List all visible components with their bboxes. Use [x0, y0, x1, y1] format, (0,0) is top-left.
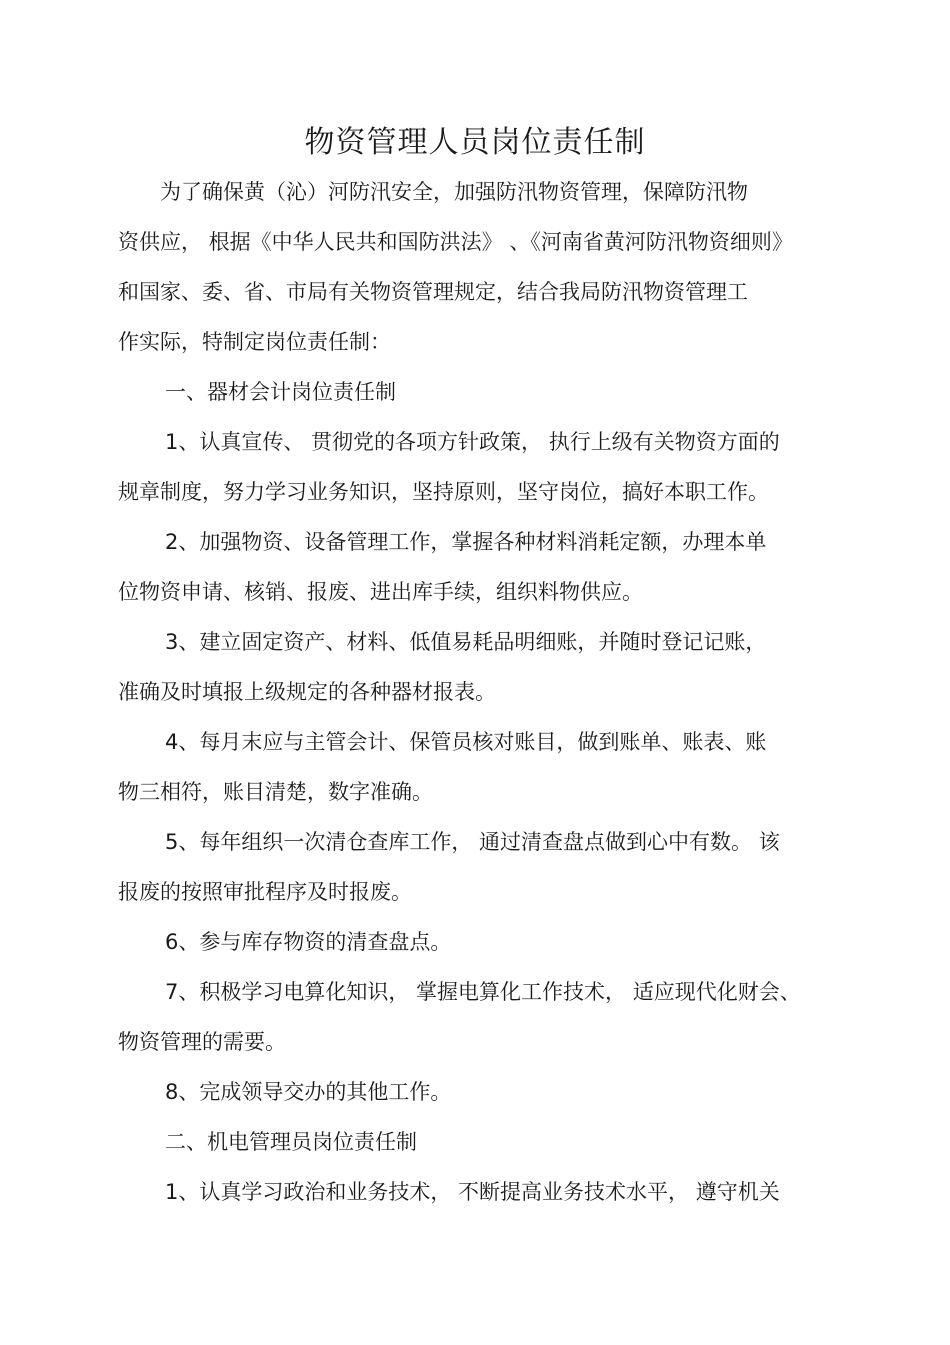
paragraph-line: 3、建立固定资产、材料、低值易耗品明细账，并随时登记记账，: [165, 630, 767, 654]
paragraph-line: 物三相符，账目清楚，数字准确。: [118, 780, 433, 804]
section-heading: 二、机电管理员岗位责任制: [165, 1130, 417, 1154]
paragraph-line: 准确及时填报上级规定的各种器材报表。: [118, 680, 496, 704]
paragraph-line: 1、认真宣传、 贯彻党的各项方针政策， 执行上级有关物资方面的: [165, 430, 780, 454]
paragraph-line: 7、积极学习电算化知识， 掌握电算化工作技术， 适应现代化财会、: [165, 980, 801, 1004]
paragraph-line: 2、加强物资、设备管理工作，掌握各种材料消耗定额，办理本单: [165, 530, 767, 554]
paragraph-line: 4、每月末应与主管会计、保管员核对账目，做到账单、账表、账: [165, 730, 767, 754]
paragraph-line: 为了确保黄（沁）河防汛安全，加强防汛物资管理，保障防汛物: [160, 180, 748, 204]
paragraph-line: 位物资申请、核销、报废、进出库手续，组织料物供应。: [118, 580, 643, 604]
paragraph-line: 1、认真学习政治和业务技术， 不断提高业务技术水平， 遵守机关: [165, 1180, 780, 1204]
document-title: 物资管理人员岗位责任制: [304, 125, 646, 160]
paragraph-line: 和国家、委、省、市局有关物资管理规定，结合我局防汛物资管理工: [118, 280, 748, 304]
paragraph-line: 物资管理的需要。: [118, 1030, 286, 1054]
paragraph-line: 规章制度，努力学习业务知识，坚持原则，坚守岗位，搞好本职工作。: [118, 480, 769, 504]
paragraph-line: 6、参与库存物资的清查盘点。: [165, 930, 452, 954]
paragraph-line: 8、完成领导交办的其他工作。: [165, 1080, 452, 1104]
paragraph-line: 5、每年组织一次清仓查库工作， 通过清查盘点做到心中有数。 该: [165, 830, 780, 854]
paragraph-line: 作实际，特制定岗位责任制：: [118, 330, 391, 354]
section-heading: 一、器材会计岗位责任制: [165, 380, 396, 404]
paragraph-line: 资供应， 根据《中华人民共和国防洪法》 、《河南省黄河防汛物资细则》: [118, 230, 793, 254]
paragraph-line: 报废的按照审批程序及时报废。: [118, 880, 412, 904]
